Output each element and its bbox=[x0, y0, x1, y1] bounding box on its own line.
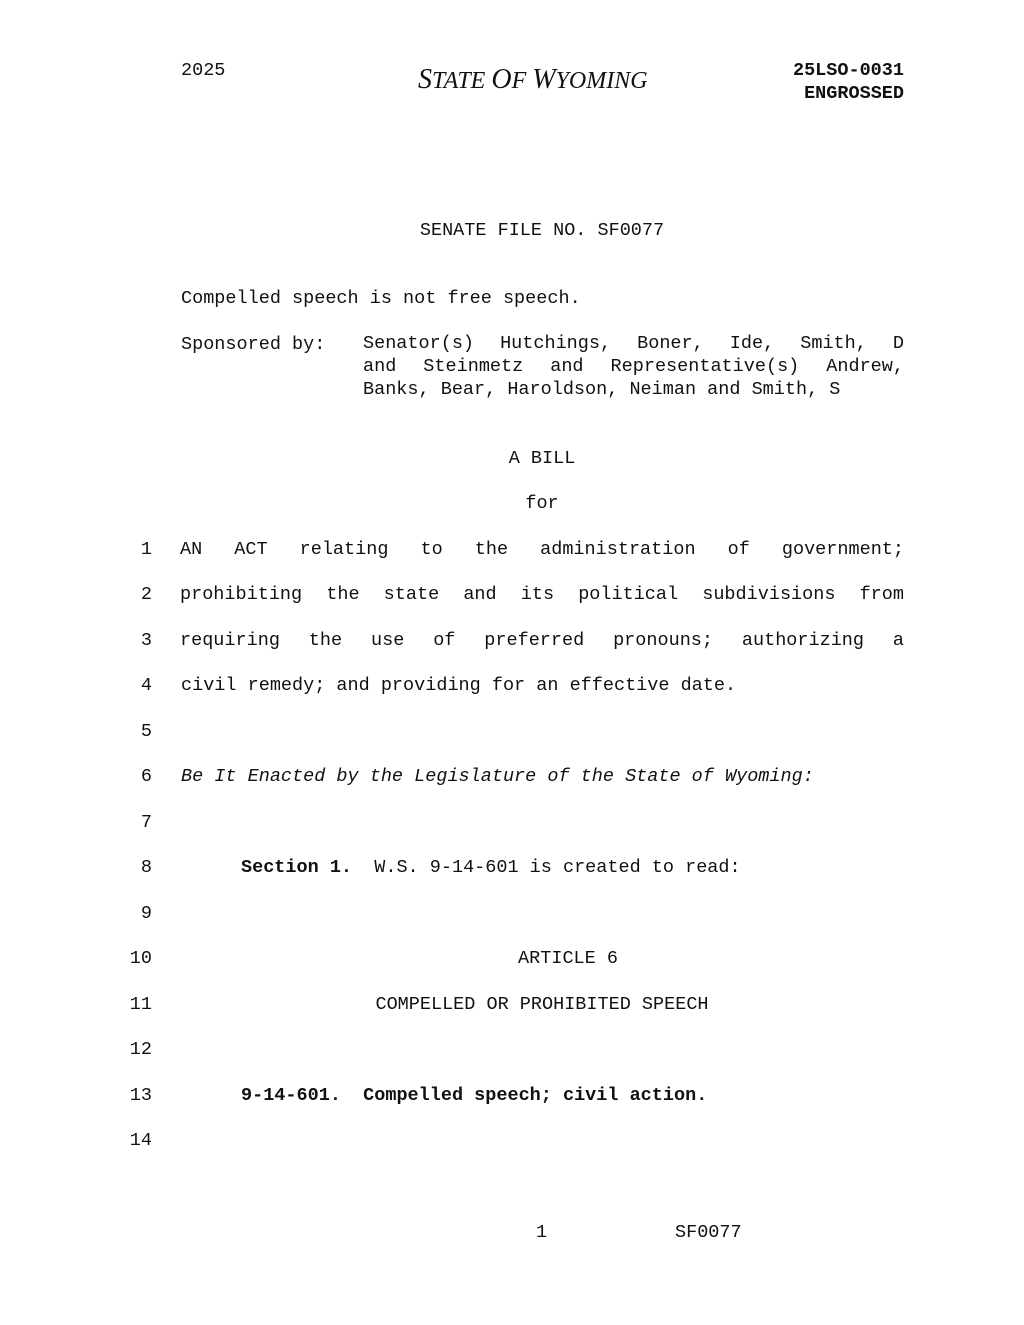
document-code: 25LSO-0031 bbox=[792, 60, 904, 81]
section-label: Section 1. bbox=[241, 857, 353, 878]
line-number: 12 bbox=[129, 1039, 152, 1060]
sponsor-line: Banks, Bear, Haroldson, Neiman and Smith, S bbox=[363, 379, 841, 400]
short-title: Compelled speech is not free speech. bbox=[181, 288, 581, 309]
bill-text-line: prohibiting the state and its political subdivisions from bbox=[180, 584, 904, 605]
line-number: 11 bbox=[129, 994, 152, 1015]
section-text: W.S. 9-14-601 is created to read: bbox=[374, 857, 741, 878]
state-title: STATE OF WYOMING bbox=[418, 64, 648, 95]
enacting-clause: Be It Enacted by the Legislature of the State of Wyoming: bbox=[181, 766, 814, 787]
for-heading: for bbox=[525, 493, 559, 514]
sponsor-label: Sponsored by: bbox=[181, 334, 326, 355]
a-bill-heading: A BILL bbox=[508, 448, 576, 469]
line-number: 13 bbox=[129, 1085, 152, 1106]
line-number: 1 bbox=[140, 539, 152, 560]
line-number: 2 bbox=[140, 584, 152, 605]
statute-number: 9-14-601. bbox=[241, 1085, 341, 1106]
statute-heading bbox=[241, 1087, 707, 1106]
line-number: 8 bbox=[140, 857, 152, 878]
session-year: 2025 bbox=[181, 60, 226, 81]
line-number: 3 bbox=[140, 630, 152, 651]
article-heading: ARTICLE 6 bbox=[518, 948, 618, 969]
line-number: 4 bbox=[140, 675, 152, 696]
line-number: 5 bbox=[140, 721, 152, 742]
line-number: 6 bbox=[140, 766, 152, 787]
footer-bill-id: SF0077 bbox=[675, 1222, 742, 1243]
bill-text-line: requiring the use of preferred pronouns; authorizing a bbox=[180, 630, 904, 651]
bill-text-line: AN ACT relating to the administration of government; bbox=[180, 539, 904, 560]
engrossed-status: ENGROSSED bbox=[804, 83, 904, 104]
page-number: 1 bbox=[536, 1222, 548, 1243]
sponsor-list bbox=[363, 332, 904, 401]
section-1-line bbox=[241, 859, 741, 878]
line-number: 7 bbox=[140, 812, 152, 833]
senate-file-number: SENATE FILE NO. SF0077 bbox=[419, 220, 665, 241]
statute-title: Compelled speech; civil action. bbox=[363, 1085, 708, 1106]
sponsor-line: Senator(s) Hutchings, Boner, Ide, Smith, D bbox=[363, 333, 904, 354]
line-number: 14 bbox=[129, 1130, 152, 1151]
bill-text-line: civil remedy; and providing for an effective date. bbox=[181, 675, 737, 696]
line-number: 10 bbox=[129, 948, 152, 969]
sponsor-line: and Steinmetz and Representative(s) Andrew, bbox=[363, 356, 904, 377]
article-title: COMPELLED OR PROHIBITED SPEECH bbox=[375, 994, 709, 1015]
line-number: 9 bbox=[140, 903, 152, 924]
